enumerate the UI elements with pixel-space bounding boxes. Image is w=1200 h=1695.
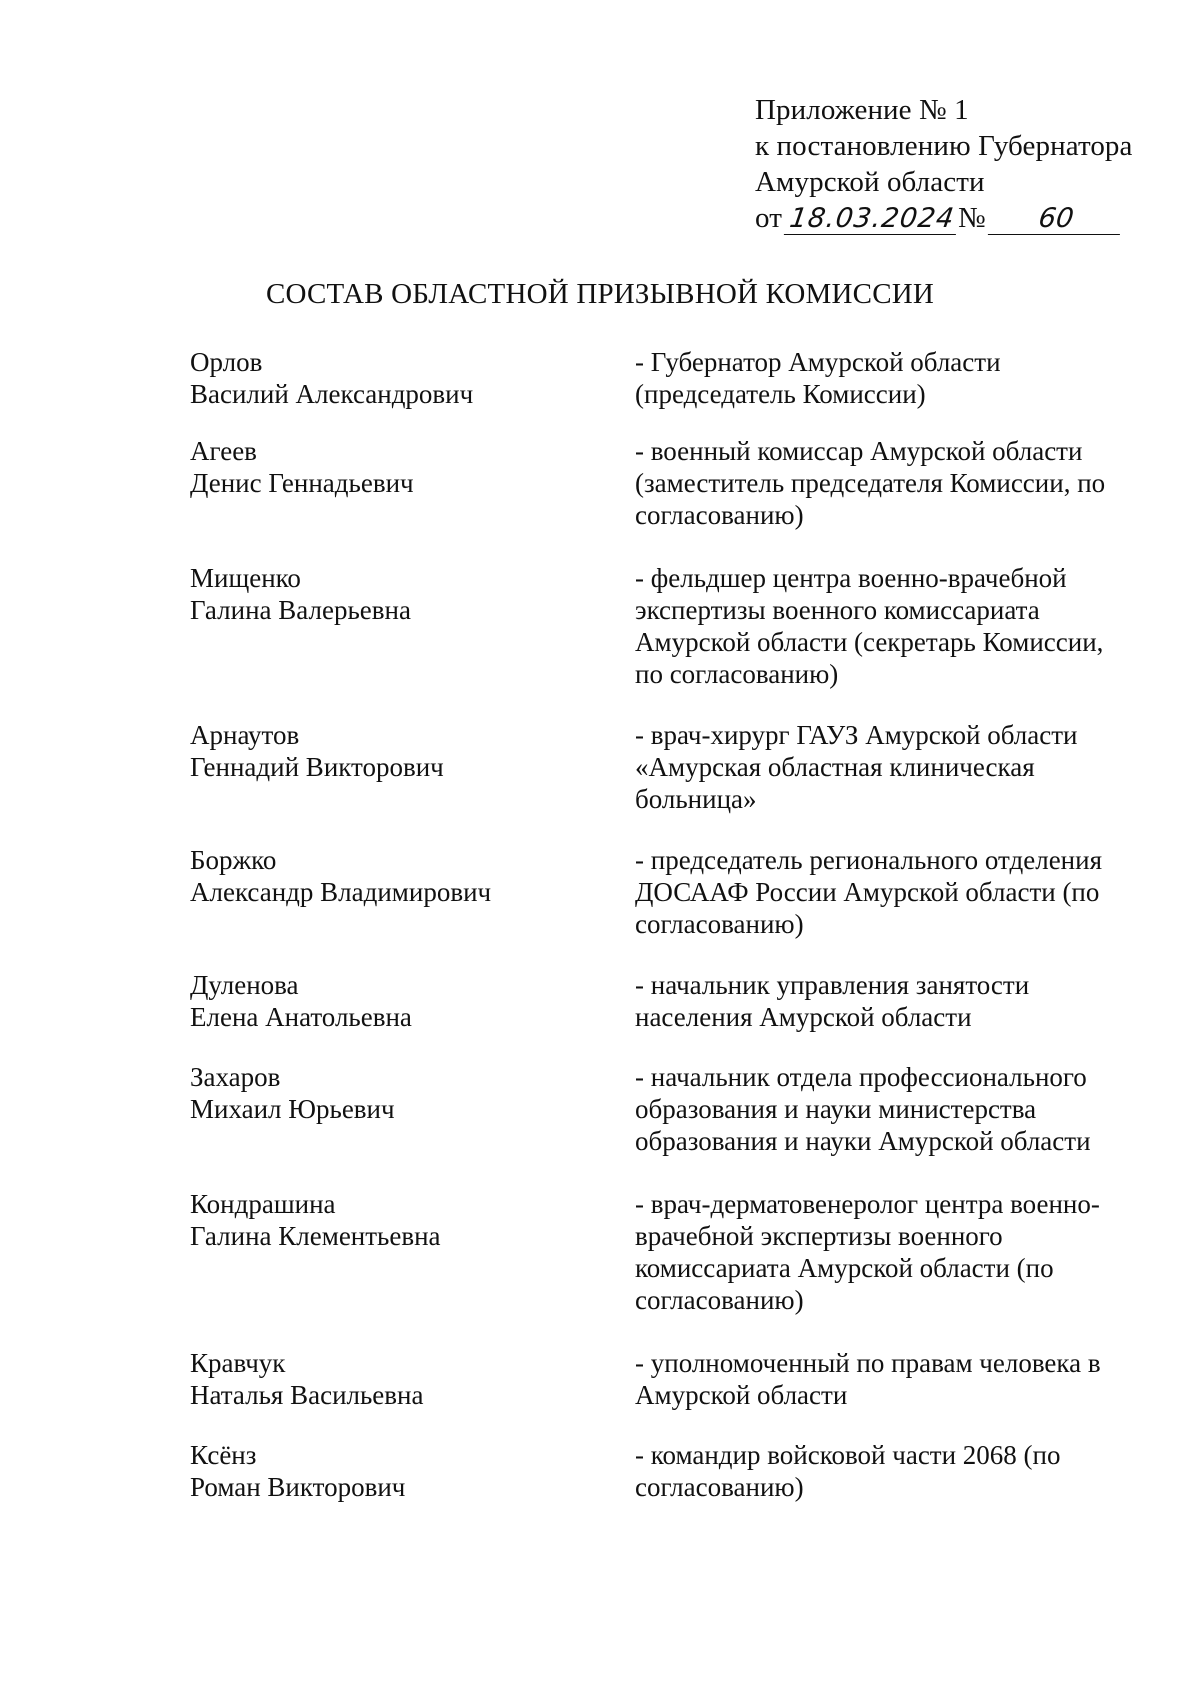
- appendix-block: [755, 92, 1175, 236]
- member-name: [190, 346, 635, 410]
- member-surname: Ксёнз: [190, 1440, 257, 1470]
- member-given-name: Александр Владимирович: [190, 877, 492, 907]
- member-given-name: Геннадий Викторович: [190, 752, 444, 782]
- member-role: - председатель регионального отделения ДОСААФ России Амурской области (по согласованию): [635, 845, 1102, 939]
- member-list: [190, 346, 1190, 1503]
- member-surname: Кондрашина: [190, 1189, 336, 1219]
- member-surname: Орлов: [190, 347, 263, 377]
- member-name: [190, 719, 635, 783]
- member-given-name: Василий Александрович: [190, 379, 474, 409]
- member-given-name: Роман Викторович: [190, 1472, 406, 1502]
- member-row: [190, 346, 1190, 410]
- member-row: [190, 1061, 1190, 1157]
- member-row: [190, 719, 1190, 815]
- appendix-date-row: [755, 200, 1175, 236]
- appendix-region: Амурской области: [755, 166, 985, 198]
- member-surname: Арнаутов: [190, 720, 300, 750]
- member-given-name: Галина Валерьевна: [190, 595, 411, 625]
- appendix-number: Приложение № 1: [755, 94, 969, 126]
- member-name: [190, 435, 635, 499]
- number-prefix: №: [958, 202, 986, 234]
- member-role: - военный комиссар Амурской области (заместитель председателя Комиссии, по согласованию): [635, 436, 1106, 530]
- member-surname: Мищенко: [190, 563, 301, 593]
- member-row: [190, 1188, 1190, 1316]
- member-given-name: Наталья Васильевна: [190, 1380, 424, 1410]
- handwritten-number: 60: [988, 204, 1124, 235]
- member-name: [190, 1061, 635, 1125]
- member-role: - фельдшер центра военно-врачебной экспертизы военного комиссариата Амурской области (секретарь Комиссии, по согласованию): [635, 563, 1104, 689]
- member-row: [190, 1347, 1190, 1411]
- member-role: - Губернатор Амурской области (председатель Комиссии): [635, 347, 1001, 409]
- member-role: - врач-дерматовенеролог центра военно- врачебной экспертизы военного комиссариата Амурской области (по согласованию): [635, 1189, 1100, 1315]
- member-given-name: Денис Геннадьевич: [190, 468, 414, 498]
- member-name: [190, 1439, 635, 1503]
- member-role: - начальник отдела профессионального образования и науки министерства образования и науки Амурской области: [635, 1062, 1091, 1156]
- member-row: [190, 844, 1190, 940]
- member-surname: Дуленова: [190, 970, 299, 1000]
- handwritten-date: 18.03.2024: [784, 204, 960, 235]
- member-surname: Боржко: [190, 845, 277, 875]
- date-prefix: от: [755, 202, 782, 234]
- member-surname: Захаров: [190, 1062, 281, 1092]
- member-row: [190, 435, 1190, 531]
- member-given-name: Галина Клементьевна: [190, 1221, 441, 1251]
- member-row: [190, 562, 1190, 690]
- member-row: [190, 1439, 1190, 1503]
- member-name: [190, 562, 635, 626]
- member-name: [190, 1188, 635, 1252]
- member-name: [190, 969, 635, 1033]
- member-role: - врач-хирург ГАУЗ Амурской области «Амурская областная клиническая больница»: [635, 720, 1078, 814]
- member-role: - начальник управления занятости населения Амурской области: [635, 970, 1030, 1032]
- member-given-name: Елена Анатольевна: [190, 1002, 412, 1032]
- member-given-name: Михаил Юрьевич: [190, 1094, 395, 1124]
- member-name: [190, 844, 635, 908]
- member-row: [190, 969, 1190, 1033]
- member-name: [190, 1347, 635, 1411]
- member-role: - уполномоченный по правам человека в Амурской области: [635, 1348, 1101, 1410]
- member-surname: Кравчук: [190, 1348, 286, 1378]
- document-title: СОСТАВ ОБЛАСТНОЙ ПРИЗЫВНОЙ КОМИССИИ: [265, 278, 935, 310]
- member-role: - командир войсковой части 2068 (по согласованию): [635, 1440, 1061, 1502]
- member-surname: Агеев: [190, 436, 257, 466]
- appendix-reference: к постановлению Губернатора: [755, 130, 1133, 162]
